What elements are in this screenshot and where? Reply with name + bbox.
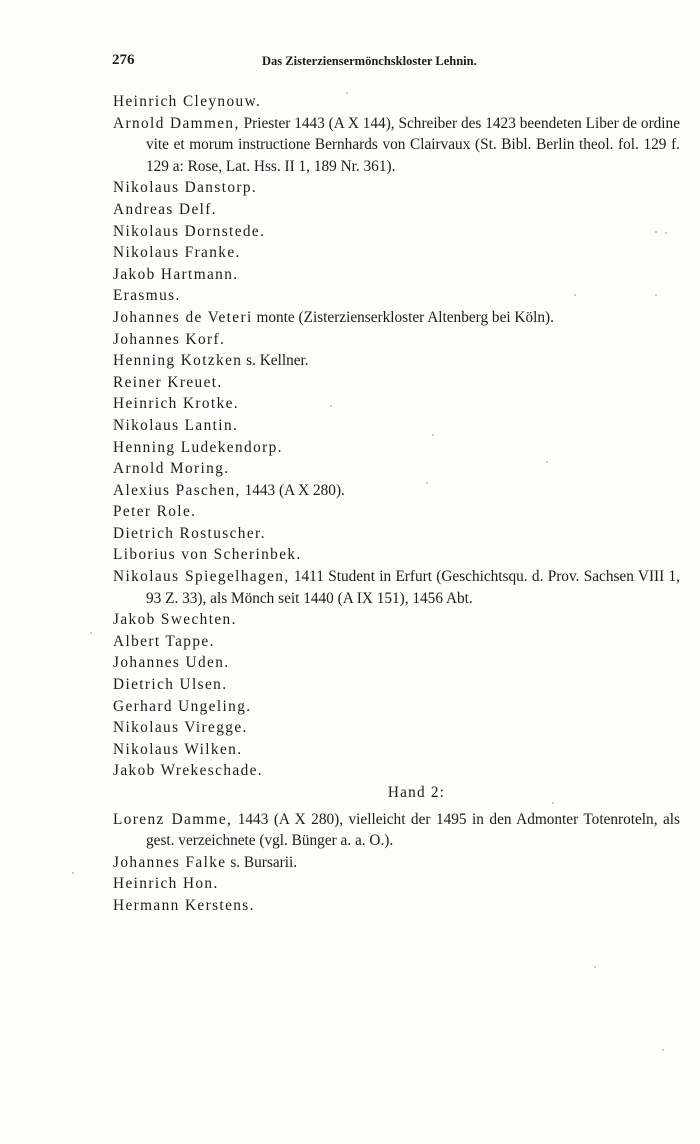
- scan-speck: [546, 461, 548, 463]
- register-entry: [113, 242, 680, 264]
- register-entry: [113, 523, 680, 545]
- register-entry: [113, 566, 680, 609]
- register-entry: [113, 631, 680, 653]
- scan-speck: [594, 966, 596, 968]
- section-heading: Hand 2:: [387, 784, 446, 801]
- register-entry: [113, 415, 680, 437]
- scan-speck: [72, 872, 74, 874]
- entry-name: Johannes de Veteri: [113, 308, 253, 326]
- register-entry: [113, 350, 680, 372]
- page-body: [113, 91, 680, 917]
- register-entry: [113, 113, 680, 178]
- register-entry: [113, 852, 680, 874]
- register-entry: [113, 264, 680, 286]
- entry-name: Lorenz Damme,: [113, 810, 233, 828]
- scan-speck: [655, 294, 657, 296]
- scan-speck: [330, 405, 332, 407]
- register-entry: [113, 739, 680, 761]
- entry-name: Jakob Wrekeschade.: [113, 762, 264, 780]
- scan-speck: [552, 802, 554, 804]
- register-entry: [113, 809, 680, 852]
- entry-name: Nikolaus Wilken.: [113, 740, 243, 758]
- entry-name: Heinrich Hon.: [113, 875, 219, 893]
- entry-name: Jakob Hartmann.: [113, 265, 239, 283]
- scan-speck: [665, 232, 667, 234]
- entry-name: Liborius von Scherinbek.: [113, 546, 302, 564]
- entry-details: Priester 1443 (A X 144), Schreiber des 1423 beendeten Liber de ordine vite et morum instructione Bernhards von Clairvaux (St. Bibl. Berlin theol. fol. 129 f. 129 a: Rose, Lat. Hss. II 1, 189 Nr. 361).: [146, 114, 680, 175]
- scan-speck: [346, 92, 348, 94]
- entry-name: Heinrich Krotke.: [113, 395, 240, 413]
- register-entry: [113, 760, 680, 782]
- entry-list-hand-1: [113, 91, 680, 782]
- scan-speck: [426, 482, 428, 484]
- scan-speck: [574, 294, 576, 296]
- register-entry: [113, 674, 680, 696]
- entry-name: Reiner Kreuet.: [113, 373, 223, 391]
- entry-details: s. Kellner.: [242, 352, 309, 370]
- register-entry: [113, 717, 680, 739]
- entry-name: Nikolaus Franke.: [113, 244, 241, 262]
- register-entry: [113, 696, 680, 718]
- page-header: [112, 52, 532, 76]
- entry-name: Peter Role.: [113, 503, 197, 521]
- register-entry: [113, 873, 680, 895]
- entry-name: Arnold Dammen,: [113, 114, 240, 132]
- entry-name: Erasmus.: [113, 287, 181, 305]
- scan-speck: [655, 231, 657, 233]
- register-entry: [113, 307, 680, 329]
- entry-name: Nikolaus Dornstede.: [113, 222, 266, 240]
- entry-details: monte (Zisterzienserkloster Altenberg bei Köln).: [252, 308, 554, 326]
- entry-name: Jakob Swechten.: [113, 611, 237, 629]
- register-entry: [113, 329, 680, 351]
- register-entry: [113, 480, 680, 502]
- entry-name: Gerhard Ungeling.: [113, 697, 252, 715]
- register-entry: [113, 895, 680, 917]
- entry-name: Johannes Korf.: [113, 330, 226, 348]
- register-entry: [113, 501, 680, 523]
- scan-speck: [90, 632, 92, 634]
- entry-name: Andreas Delf.: [113, 200, 217, 218]
- register-entry: [113, 221, 680, 243]
- register-entry: [113, 372, 680, 394]
- entry-name: Nikolaus Viregge.: [113, 719, 248, 737]
- entry-name: Henning Ludekendorp.: [113, 438, 283, 456]
- scan-speck: [662, 1049, 664, 1051]
- entry-details: 1443 (A X 280).: [240, 481, 345, 499]
- entry-name: Nikolaus Danstorp.: [113, 179, 258, 197]
- scan-speck: [432, 434, 434, 436]
- entry-name: Nikolaus Spiegelhagen,: [113, 568, 290, 586]
- register-entry: [113, 458, 680, 480]
- page-number: 276: [112, 52, 135, 68]
- register-entry: [113, 393, 680, 415]
- entry-name: Johannes Uden.: [113, 654, 230, 672]
- running-title: Das Zisterziensermönchskloster Lehnin.: [262, 54, 477, 68]
- register-entry: [113, 91, 680, 113]
- entry-name: Alexius Paschen,: [113, 481, 241, 499]
- register-entry: [113, 285, 680, 307]
- entry-name: Albert Tappe.: [113, 632, 215, 650]
- entry-details: 1443 (A X 280), vielleicht der 1495 in den Admonter Totenroteln, als gest. verzeichnete (vgl. Bünger a. a. O.).: [146, 810, 680, 850]
- entry-name: Dietrich Rostuscher.: [113, 524, 266, 542]
- register-entry: [113, 177, 680, 199]
- entry-details: s. Bursarii.: [226, 853, 298, 871]
- entry-name: Johannes Falke: [113, 853, 227, 871]
- entry-name: Dietrich Ulsen.: [113, 676, 228, 694]
- register-entry: [113, 199, 680, 221]
- entry-list-hand-2: [113, 809, 680, 917]
- register-entry: [113, 437, 680, 459]
- entry-name: Henning Kotzken: [113, 352, 243, 370]
- entry-details: 1411 Student in Erfurt (Geschichtsqu. d. Prov. Sachsen VIII 1, 93 Z. 33), als Mönch seit 1440 (A IX 151), 1456 Abt.: [146, 568, 680, 607]
- register-entry: [113, 609, 680, 631]
- entry-name: Hermann Kerstens.: [113, 896, 255, 914]
- entry-name: Arnold Moring.: [113, 460, 230, 478]
- register-entry: [113, 544, 680, 566]
- entry-name: Nikolaus Lantin.: [113, 416, 239, 434]
- entry-name: Heinrich Cleynouw.: [113, 93, 262, 110]
- register-entry: [113, 652, 680, 674]
